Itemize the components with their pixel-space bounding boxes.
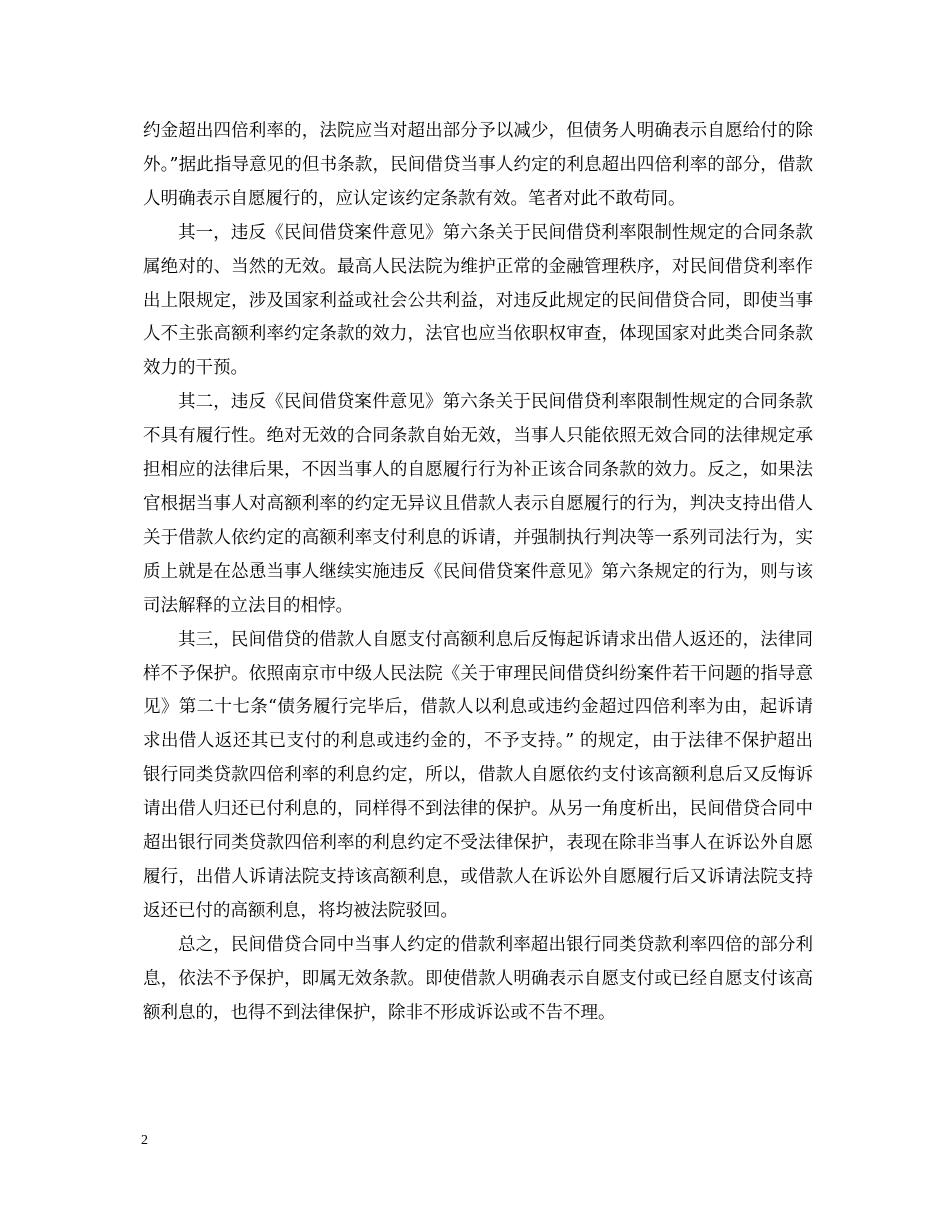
paragraph-conclusion: 总之，民间借贷合同中当事人约定的借款利率超出银行同类贷款利率四倍的部分利息，依法不予保护，即属无效条款。即使借款人明确表示自愿支付或已经自愿支付该高额利息的，也得不到法律保护，除非不形成诉讼或不告不理。 <box>143 934 813 1023</box>
paragraph-second-point: 其二，违反《民间借贷案件意见》第六条关于民间借贷利率限制性规定的合同条款不具有履行性。绝对无效的合同条款自始无效，当事人只能依照无效合同的法律规定承担相应的法律后果，不因当事人的自愿履行行为补正该合同条款的效力。反之，如果法官根据当事人对高额利率的约定无异议且借款人表示自愿履行的行为，判决支持出借人关于借款人依约定的高额利率支付利息的诉请，并强制执行判决等一系列司法行为，实质上就是在怂恿当事人继续实施违反《民间借贷案件意见》第六条规定的行为，则与该司法解释的立法目的相悖。 <box>143 392 813 616</box>
paragraph-third-point: 其三，民间借贷的借款人自愿支付高额利息后反悔起诉请求出借人返还的，法律同样不予保护。依照南京市中级人民法院《关于审理民间借贷纠纷案件若干问题的指导意见》第二十七条“债务履行完毕后，借款人以利息或违约金超过四倍利率为由，起诉请求出借人返还其已支付的利息或违约金的，不予支持。” 的规定，由于法律不保护超出银行同类贷款四倍利率的利息约定，所以，借款人自愿依约支付该高额利息后又反悔诉请出借人归还已付利息的，同样得不到法律的保护。从另一角度析出，民间借贷合同中超出银行同类贷款四倍利率的利息约定不受法律保护，表现在除非当事人在诉讼外自愿履行，出借人诉请法院支持该高额利息，或借款人在诉讼外自愿履行后又诉请法院支持返还已付的高额利息，将均被法院驳回。 <box>143 629 813 921</box>
body-text <box>143 115 813 1030</box>
paragraph-continuation: 约金超出四倍利率的，法院应当对超出部分予以减少，但债务人明确表示自愿给付的除外。”据此指导意见的但书条款，民间借贷当事人约定的利息超出四倍利率的部分，借款人明确表示自愿履行的，应认定该约定条款有效。笔者对此不敢苟同。 <box>143 121 813 209</box>
paragraph-first-point: 其一，违反《民间借贷案件意见》第六条关于民间借贷利率限制性规定的合同条款属绝对的、当然的无效。最高人民法院为维护正常的金融管理秩序，对民间借贷利率作出上限规定，涉及国家利益或社会公共利益，对违反此规定的民间借贷合同，即使当事人不主张高额利率约定条款的效力，法官也应当依职权审查，体现国家对此类合同条款效力的干预。 <box>143 222 813 379</box>
page-number: 2 <box>141 1133 148 1148</box>
